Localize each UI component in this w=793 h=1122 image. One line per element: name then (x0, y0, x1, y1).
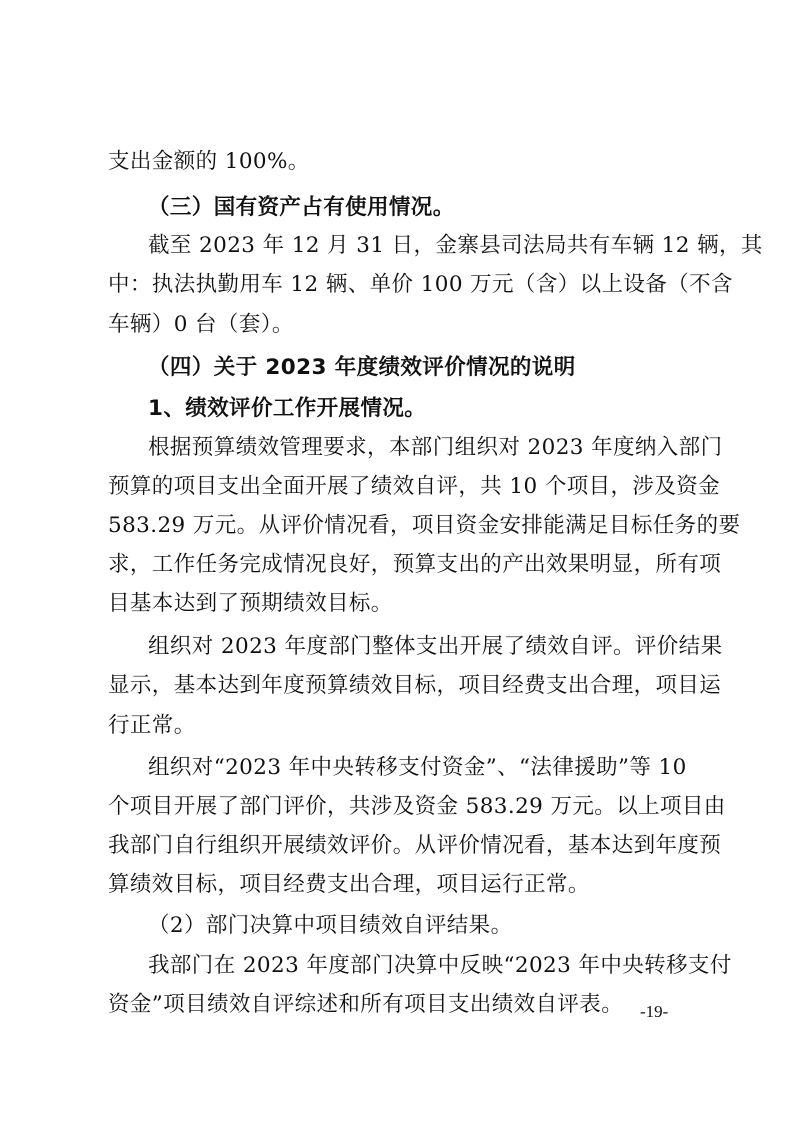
text-line: 个项目开展了部门评价，共涉及资金 583.29 万元。以上项目由 (108, 794, 726, 819)
text-line: 583.29 万元。从评价情况看，项目资金安排能满足目标任务的要 (108, 513, 741, 538)
section-heading-3: （三）国有资产占有使用情况。 (148, 195, 455, 220)
subsection-heading-1: 1、绩效评价工作开展情况。 (148, 396, 427, 421)
text-line: 行正常。 (108, 713, 196, 738)
text-line: 支出金额的 100%。 (108, 149, 310, 174)
text-line: 根据预算绩效管理要求，本部门组织对 2023 年度纳入部门 (148, 435, 723, 460)
text-line: 中：执法执勤用车 12 辆、单价 100 万元（含）以上设备（不含 (108, 272, 733, 297)
text-line: 我部门自行组织开展绩效评价。从评价情况看，基本达到年度预 (108, 833, 722, 858)
text-line: 组织对“2023 年中央转移支付资金”、“法律援助”等 10 (148, 755, 687, 780)
text-line: 算绩效目标，项目经费支出合理，项目运行正常。 (108, 872, 590, 897)
text-line: 预算的项目支出全面开展了绩效自评，共 10 个项目，涉及资金 (108, 474, 721, 499)
section-heading-4: （四）关于 2023 年度绩效评价情况的说明 (148, 355, 576, 380)
text-line: 显示，基本达到年度预算绩效目标，项目经费支出合理，项目运 (108, 673, 722, 698)
text-line: 资金”项目绩效自评综述和所有项目支出绩效自评表。 (108, 992, 624, 1017)
text-line: 车辆）0 台（套）。 (108, 312, 294, 337)
page-number: -19- (640, 1002, 669, 1021)
text-line: 截至 2023 年 12 月 31 日，金寨县司法局共有车辆 12 辆，其 (148, 233, 763, 258)
text-line: 目基本达到了预期绩效目标。 (108, 591, 393, 616)
text-line: 组织对 2023 年度部门整体支出开展了绩效自评。评价结果 (148, 634, 723, 659)
subsection-heading-2: （2）部门决算中项目绩效自评结果。 (148, 913, 513, 938)
text-line: 求，工作任务完成情况良好，预算支出的产出效果明显，所有项 (108, 552, 722, 577)
text-line: 我部门在 2023 年度部门决算中反映“2023 年中央转移支付 (148, 953, 732, 978)
